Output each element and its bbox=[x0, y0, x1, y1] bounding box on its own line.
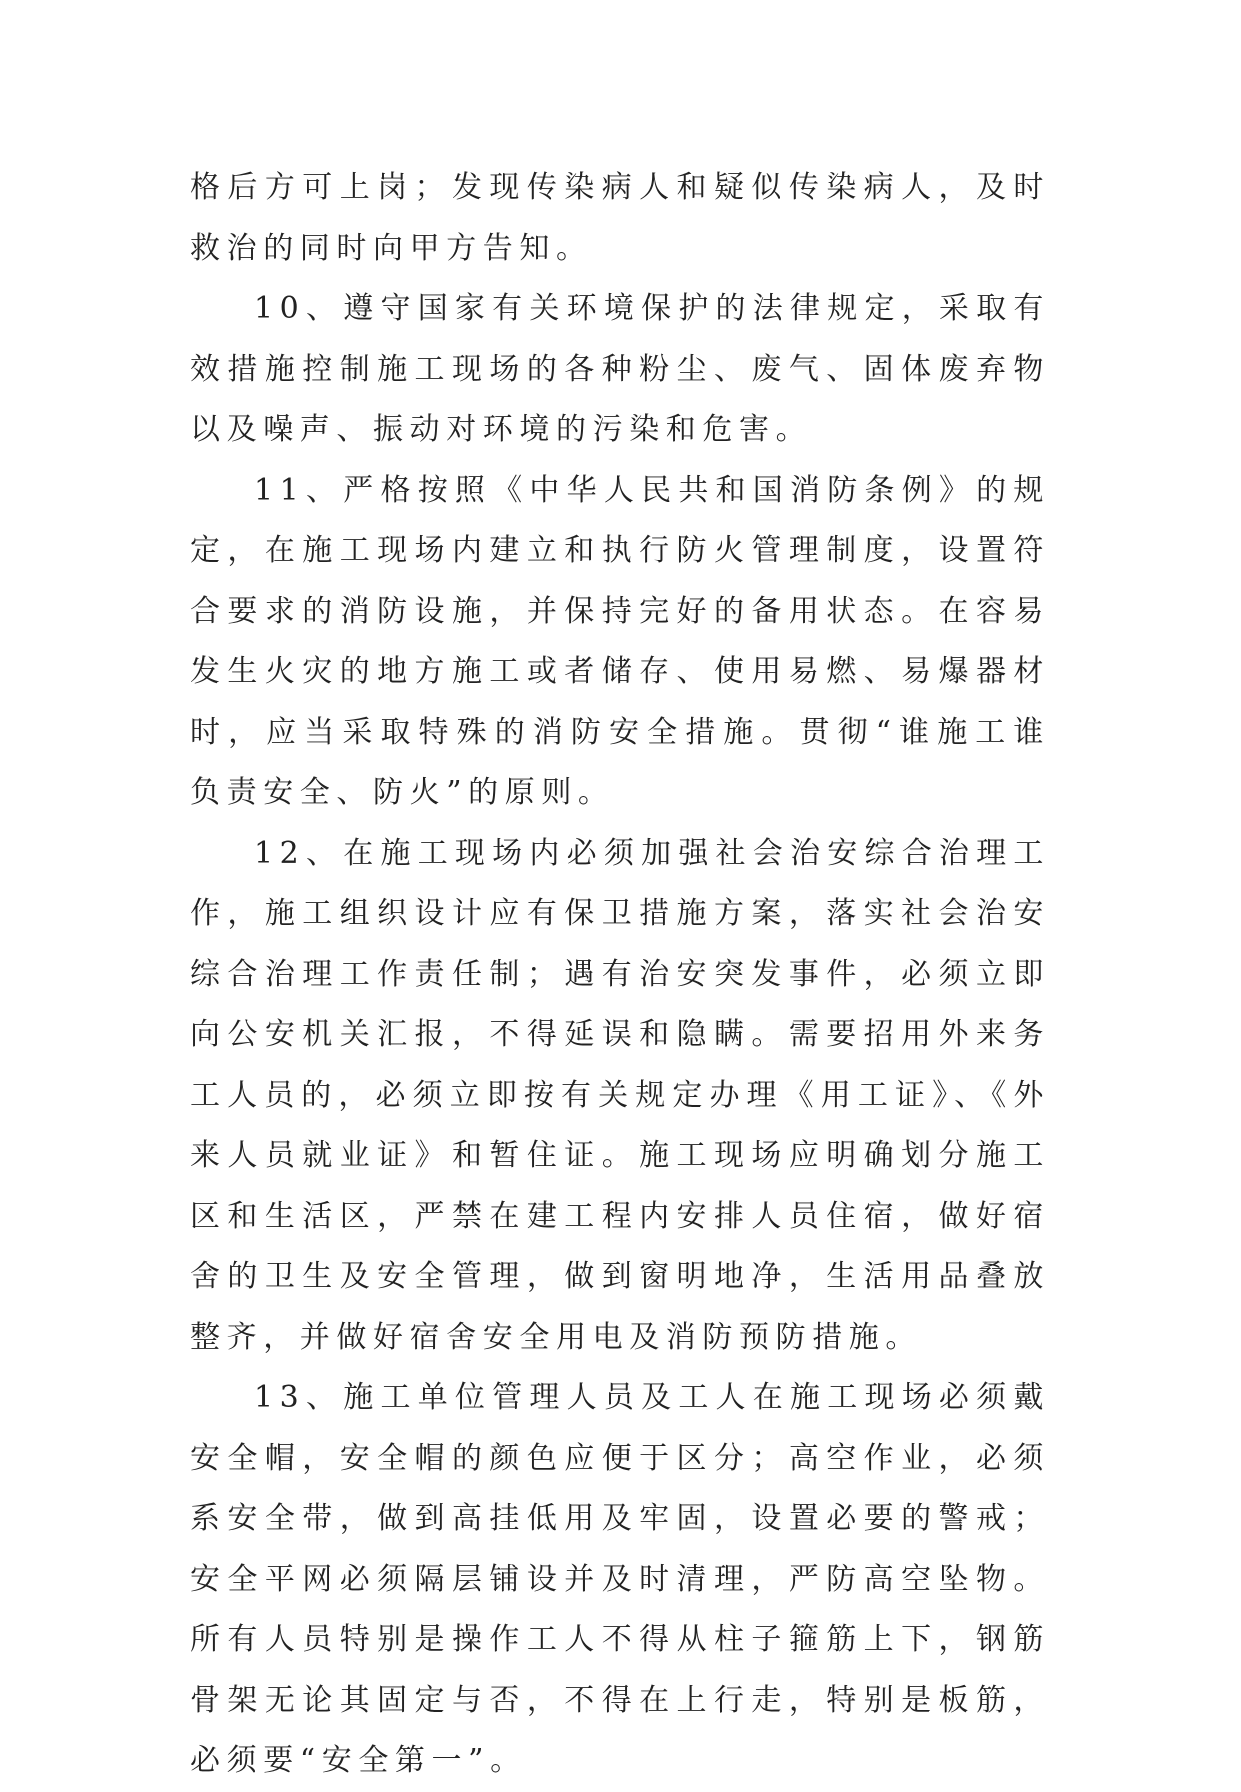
paragraph-item-12: 12、在施工现场内必须加强社会治安综合治理工作，施工组织设计应有保卫措施方案，落实社会治安综合治理工作责任制；遇有治安突发事件，必须立即向公安机关汇报，不得延误和隐瞒。需要招用外来务工人员的，必须立即按有关规定办理《用工证》、《外来人员就业证》和暂住证。施工现场应明确划分施工区和生活区，严禁在建工程内安排人员住宿，做好宿舍的卫生及安全管理，做到窗明地净，生活用品叠放整齐，并做好宿舍安全用电及消防预防措施。 bbox=[190, 835, 1050, 1355]
paragraph-continuation: 格后方可上岗；发现传染病人和疑似传染病人，及时救治的同时向甲方告知。 bbox=[190, 170, 1050, 266]
paragraph-item-13: 13、施工单位管理人员及工人在施工现场必须戴安全帽，安全帽的颜色应便于区分；高空作业，必须系安全带，做到高挂低用及牢固，设置必要的警戒；安全平网必须隔层铺设并及时清理，严防高空坠物。所有人员特别是操作工人不得从柱子箍筋上下，钢筋骨架无论其固定与否，不得在上行走，特别是板筋，必须要“安全第一”。 bbox=[190, 1380, 1050, 1778]
paragraph-item-10: 10、遵守国家有关环境保护的法律规定，采取有效措施控制施工现场的各种粉尘、废气、固体废弃物以及噪声、振动对环境的污染和危害。 bbox=[190, 291, 1050, 447]
paragraph-item-11: 11、严格按照《中华人民共和国消防条例》的规定，在施工现场内建立和执行防火管理制度，设置符合要求的消防设施，并保持完好的备用状态。在容易发生火灾的地方施工或者储存、使用易燃、易爆器材时，应当采取特殊的消防安全措施。贯彻“谁施工谁负责安全、防火”的原则。 bbox=[190, 472, 1050, 810]
document-body bbox=[190, 158, 1050, 1792]
